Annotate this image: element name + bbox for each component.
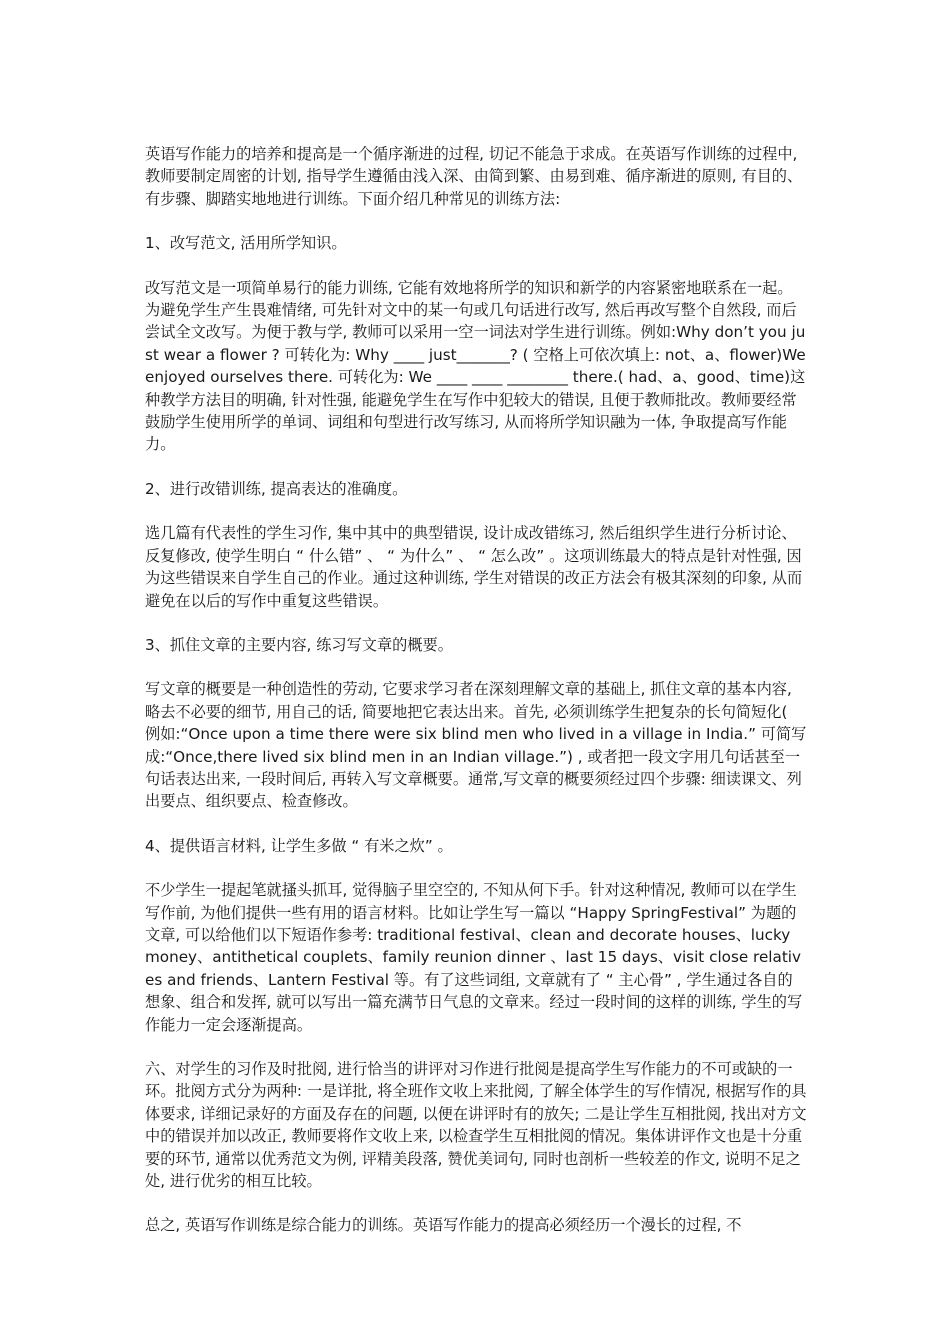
conclusion-paragraph: 总之, 英语写作训练是综合能力的训练。英语写作能力的提高必须经历一个漫长的过程, 不 [145,1216,742,1235]
section-paragraph-2: 选几篇有代表性的学生习作, 集中其中的典型错误, 设计成改错练习, 然后组织学生进行分析讨论、反复修改, 使学生明白 “ 什么错” 、 “ 为什么” 、 “ 怎么改” 。这项训练最大的特点是针对性强, 因为这些错误来自学生自己的作业。通过这种训练, 学生对错误的改正方法会有极其深刻的印象, 从而避免在以后的写作中重复这些错误。 [145,524,803,610]
section-heading-3: 3、抓住文章的主要内容, 练习写文章的概要。 [145,635,453,654]
section-paragraph-6: 六、对学生的习作及时批阅, 进行恰当的讲评对习作进行批阅是提高学生写作能力的不可或缺的一环。批阅方式分为两种: 一是详批, 将全班作文收上来批阅, 了解全体学生的写作情况, 根据写作的具体要求, 详细记录好的方面及存在的问题, 以便在讲评时有的放矢; 二是让学生互相批阅, 找出对方文中的错误并加以改正, 教师要将作文收上来, 以检查学生互相批阅的情况。集体讲评作文也是十分重要的环节, 通常以优秀范文为例, 评精美段落, 赞优美词句, 同时也剖析一些较差的作文, 说明不足之处, 进行优劣的相互比较。 [145,1060,807,1191]
section-heading-4: 4、提供语言材料, 让学生多做 “ 有米之炊” 。 [145,836,453,855]
section-paragraph-3: 写文章的概要是一种创造性的劳动, 它要求学习者在深刻理解文章的基础上, 抓住文章的基本内容, 略去不必要的细节, 用自己的话, 简要地把它表达出来。首先, 必须训练学生把复杂的长句简短化( 例如:“Once upon a time there were six blind men who lived in a village in India.” 可简写成:“Once,there lived six blind men in an Indian village.”) , 或者把一段文字用几句话甚至一句话表达出来, 一段时间后, 再转入写文章概要。通常,写文章的概要须经过四个步骤: 细读课文、列出要点、组织要点、检查修改。 [145,680,807,811]
section-paragraph-1: 改写范文是一项简单易行的能力训练, 它能有效地将所学的知识和新学的内容紧密地联系在一起。为避免学生产生畏难情绪, 可先针对文中的某一句或几句话进行改写, 然后再改写整个自然段, 而后尝试全文改写。为便于教与学, 教师可以采用一空一词法对学生进行训练。例如:Why don’t you just wear a flower ? 可转化为: Why ____ just_______? ( 空格上可依次填上: not、a、flower)We enjoyed ourselves there. 可转化为: We ____ ____ ________ there.( had、a、good、time)这种教学方法目的明确, 针对性强, 能避免学生在写作中犯较大的错误, 且便于教师批改。教师要经常鼓励学生使用所学的单词、词组和句型进行改写练习, 从而将所学知识融为一体, 争取提高写作能力。 [145,278,806,454]
document-body [145,143,807,1259]
section-heading-1: 1、改写范文, 活用所学知识。 [145,234,347,253]
intro-paragraph: 英语写作能力的培养和提高是一个循序渐进的过程, 切记不能急于求成。在英语写作训练的过程中, 教师要制定周密的计划, 指导学生遵循由浅入深、由简到繁、由易到难、循序渐进的原则, 有目的、有步骤、脚踏实地地进行训练。下面介绍几种常见的训练方法: [145,145,803,208]
section-paragraph-4: 不少学生一提起笔就搔头抓耳, 觉得脑子里空空的, 不知从何下手。针对这种情况, 教师可以在学生写作前, 为他们提供一些有用的语言材料。比如让学生写一篇以 “Happy SpringFestival” 为题的文章, 可以给他们以下短语作参考: traditional festival、clean and decorate houses、lucky money、antithetical couplets、family reunion dinner 、last 15 days、visit close relatives and friends、Lantern Festival 等。有了这些词组, 文章就有了 “ 主心骨” , 学生通过各自的想象、组合和发挥, 就可以写出一篇充满节日气息的文章来。经过一段时间的这样的训练, 学生的写作能力一定会逐渐提高。 [145,881,803,1034]
section-heading-2: 2、进行改错训练, 提高表达的准确度。 [145,479,408,498]
